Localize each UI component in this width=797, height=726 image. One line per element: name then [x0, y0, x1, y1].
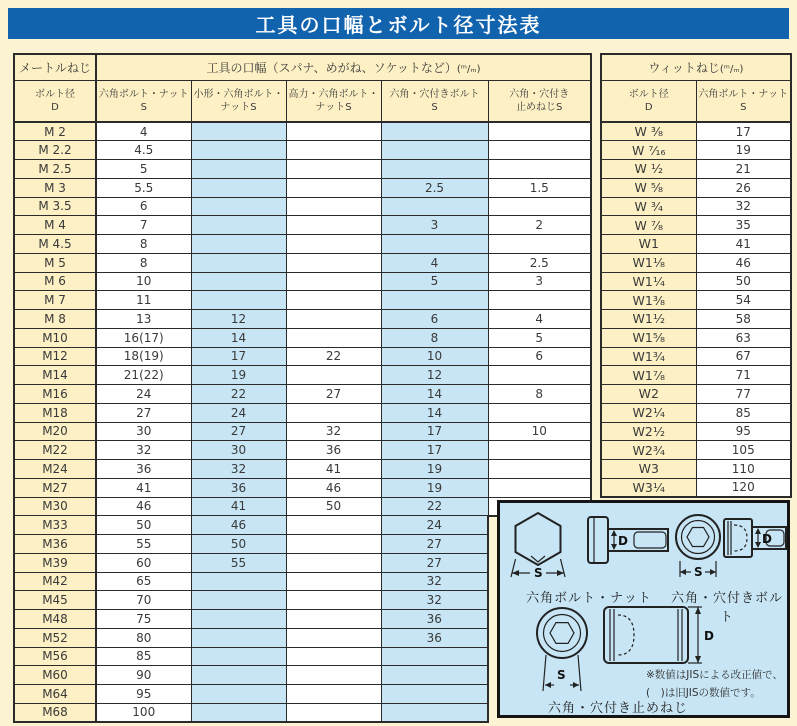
whitworth-row-cell: 26: [696, 178, 791, 197]
whitworth-row: [601, 366, 791, 385]
metric-row-cell: 32: [381, 591, 488, 610]
metric-row-cell: 24: [381, 516, 488, 535]
whitworth-row-cell: W ⁷⁄₁₆: [601, 141, 696, 160]
whitworth-row-cell: 54: [696, 291, 791, 310]
metric-unit: (ᵐ/ₘ): [456, 64, 481, 75]
metric-row-cell: [488, 441, 591, 460]
dim-s-label: S: [534, 566, 543, 580]
whitworth-row-cell: 85: [696, 403, 791, 422]
metric-row: [14, 328, 591, 347]
metric-row-cell: M24: [14, 460, 96, 479]
metric-row-cell: 2: [488, 216, 591, 235]
metric-row-cell: [488, 197, 591, 216]
whitworth-row-cell: W1¹⁄₂: [601, 310, 696, 329]
metric-row-cell: 24: [191, 403, 286, 422]
metric-row-cell: 14: [381, 385, 488, 404]
metric-row-cell: M20: [14, 422, 96, 441]
metric-row-cell: 32: [286, 422, 381, 441]
whitworth-row: [601, 160, 791, 179]
metric-row-cell: [381, 197, 488, 216]
whitworth-row-cell: 17: [696, 122, 791, 141]
metric-row-cell: 27: [191, 422, 286, 441]
whitworth-col-header-d: ボルト径 D: [601, 81, 696, 123]
metric-row: [14, 272, 591, 291]
metric-span-header: [96, 54, 591, 81]
metric-row-cell: 50: [286, 497, 381, 516]
metric-col-header-highstrength: 高力・六角ボルト・ ナットS: [286, 81, 381, 123]
whitworth-row-cell: 110: [696, 460, 791, 479]
metric-row-cell: M 2.5: [14, 160, 96, 179]
metric-row-cell: [286, 272, 381, 291]
metric-row-cell: 19: [381, 460, 488, 479]
whitworth-row: [601, 253, 791, 272]
metric-row-cell: 17: [381, 422, 488, 441]
metric-row: [14, 347, 591, 366]
metric-col-header-setscrew: 六角・穴付き 止めねじS: [488, 81, 591, 123]
whitworth-row: [601, 328, 791, 347]
metric-row-cell: 100: [96, 703, 191, 722]
metric-col-header-d: ボルト径 D: [14, 81, 96, 123]
metric-row-cell: [286, 703, 381, 722]
whitworth-row-cell: W ³⁄₈: [601, 122, 696, 141]
whitworth-header-row-1: [601, 54, 791, 81]
metric-row-cell: M18: [14, 403, 96, 422]
whitworth-row: [601, 235, 791, 254]
metric-row-cell: 10: [96, 272, 191, 291]
whitworth-row-cell: W3: [601, 460, 696, 479]
metric-row-cell: [191, 253, 286, 272]
metric-row-cell: M45: [14, 591, 96, 610]
whitworth-header: [601, 54, 791, 81]
whitworth-row-cell: 120: [696, 478, 791, 497]
metric-row-cell: M 5: [14, 253, 96, 272]
metric-row-cell: 3: [488, 272, 591, 291]
metric-row: [14, 216, 591, 235]
whitworth-row: [601, 478, 791, 497]
metric-row-cell: [381, 647, 488, 666]
whitworth-row-cell: W2¹⁄₄: [601, 403, 696, 422]
metric-row-cell: [286, 535, 381, 554]
whitworth-row-cell: 50: [696, 272, 791, 291]
metric-row-cell: 50: [96, 516, 191, 535]
metric-row-cell: M14: [14, 366, 96, 385]
metric-row-cell: [191, 666, 286, 685]
metric-row-cell: 22: [191, 385, 286, 404]
metric-row-cell: [286, 685, 381, 704]
metric-row: [14, 178, 591, 197]
metric-row-cell: 27: [96, 403, 191, 422]
whitworth-row: [601, 272, 791, 291]
metric-row-cell: 41: [96, 478, 191, 497]
metric-row-cell: [286, 647, 381, 666]
metric-row: [14, 441, 591, 460]
whitworth-row-cell: 19: [696, 141, 791, 160]
whitworth-row-cell: W1: [601, 235, 696, 254]
whitworth-row-cell: 95: [696, 422, 791, 441]
metric-row-cell: 21(22): [96, 366, 191, 385]
metric-row-cell: [286, 572, 381, 591]
metric-row-cell: M 4.5: [14, 235, 96, 254]
metric-row-cell: 12: [191, 310, 286, 329]
whitworth-row-cell: 46: [696, 253, 791, 272]
metric-row-cell: 90: [96, 666, 191, 685]
metric-row-cell: M60: [14, 666, 96, 685]
whitworth-row-cell: W ⁷⁄₈: [601, 216, 696, 235]
metric-row-cell: 19: [191, 366, 286, 385]
metric-row-cell: 13: [96, 310, 191, 329]
metric-row-cell: 8: [96, 253, 191, 272]
whitworth-row-cell: 58: [696, 310, 791, 329]
metric-row-cell: [488, 160, 591, 179]
metric-row-cell: [286, 291, 381, 310]
metric-col-header-small-hexbolt: 小形・六角ボルト・ ナットS: [191, 81, 286, 123]
metric-row-cell: [381, 160, 488, 179]
metric-row-cell: [286, 160, 381, 179]
metric-row-cell: 4.5: [96, 141, 191, 160]
whitworth-row: [601, 385, 791, 404]
whitworth-unit: (ᵐ/ₘ): [719, 64, 744, 75]
whitworth-row-cell: W2¹⁄₂: [601, 422, 696, 441]
whitworth-row-cell: 77: [696, 385, 791, 404]
metric-row-cell: 32: [381, 572, 488, 591]
whitworth-row: [601, 403, 791, 422]
metric-row-cell: 3: [381, 216, 488, 235]
whitworth-row-cell: 35: [696, 216, 791, 235]
metric-row-cell: 75: [96, 610, 191, 629]
metric-row-cell: 22: [381, 497, 488, 516]
metric-row-cell: M 4: [14, 216, 96, 235]
whitworth-row-cell: W2³⁄₄: [601, 441, 696, 460]
metric-row: [14, 460, 591, 479]
metric-row-cell: 36: [96, 460, 191, 479]
whitworth-thread-table: [600, 53, 792, 498]
page-title: 工具の口幅とボルト径寸法表: [8, 8, 789, 39]
metric-row-cell: 2.5: [381, 178, 488, 197]
metric-row-cell: [191, 160, 286, 179]
metric-row-cell: 41: [191, 497, 286, 516]
metric-row-cell: 27: [286, 385, 381, 404]
metric-row-cell: [191, 685, 286, 704]
metric-row-cell: M 6: [14, 272, 96, 291]
metric-row-cell: [381, 122, 488, 141]
metric-row-cell: M39: [14, 553, 96, 572]
metric-row-cell: [488, 366, 591, 385]
whitworth-row-cell: W1³⁄₈: [601, 291, 696, 310]
metric-row-cell: [286, 122, 381, 141]
metric-row-cell: M 3: [14, 178, 96, 197]
dim-s-label: S: [557, 668, 566, 682]
metric-col-header-socketbolt: 六角・穴付きボルト S: [381, 81, 488, 123]
metric-row-cell: [191, 122, 286, 141]
metric-row-cell: [488, 460, 591, 479]
metric-row-cell: 50: [191, 535, 286, 554]
metric-row-cell: 27: [381, 535, 488, 554]
metric-row: [14, 291, 591, 310]
metric-row-cell: 36: [381, 628, 488, 647]
metric-row-cell: 36: [381, 610, 488, 629]
metric-row-cell: 11: [96, 291, 191, 310]
metric-row-cell: 85: [96, 647, 191, 666]
metric-col-header-hexbolt: 六角ボルト・ナット S: [96, 81, 191, 123]
metric-row-cell: M56: [14, 647, 96, 666]
metric-row-cell: 6: [96, 197, 191, 216]
metric-row-cell: 5: [96, 160, 191, 179]
metric-row-cell: [286, 366, 381, 385]
metric-row-cell: 2.5: [488, 253, 591, 272]
whitworth-row: [601, 216, 791, 235]
metric-row-cell: 46: [286, 478, 381, 497]
whitworth-row: [601, 122, 791, 141]
metric-row-cell: [191, 291, 286, 310]
metric-row-cell: [381, 666, 488, 685]
metric-row-cell: [191, 272, 286, 291]
dim-d-label: D: [704, 629, 714, 643]
metric-row-cell: 32: [96, 441, 191, 460]
metric-row: [14, 235, 591, 254]
whitworth-row-cell: W1³⁄₄: [601, 347, 696, 366]
metric-row-cell: [191, 572, 286, 591]
whitworth-row-cell: 67: [696, 347, 791, 366]
metric-row-cell: [286, 253, 381, 272]
metric-row-cell: M12: [14, 347, 96, 366]
metric-row-cell: 4: [96, 122, 191, 141]
metric-row: [14, 122, 591, 141]
whitworth-row-cell: W1⁷⁄₈: [601, 366, 696, 385]
metric-row-cell: 8: [96, 235, 191, 254]
whitworth-row: [601, 178, 791, 197]
whitworth-row-cell: W1⁵⁄₈: [601, 328, 696, 347]
metric-header-row-2: [14, 81, 591, 123]
metric-row-cell: 46: [96, 497, 191, 516]
metric-group-label: メートルねじ: [14, 54, 96, 81]
metric-row-cell: M 7: [14, 291, 96, 310]
metric-row-cell: 17: [381, 441, 488, 460]
metric-row-cell: [286, 235, 381, 254]
whitworth-row: [601, 422, 791, 441]
metric-row-cell: 36: [191, 478, 286, 497]
whitworth-header-row-2: [601, 81, 791, 123]
metric-row-cell: 32: [191, 460, 286, 479]
metric-row: [14, 141, 591, 160]
metric-row-cell: 16(17): [96, 328, 191, 347]
metric-row-cell: [286, 610, 381, 629]
socket-bolt-label: 六角・穴付きボルト: [670, 591, 783, 625]
metric-row-cell: [191, 216, 286, 235]
jis-note: [646, 667, 786, 703]
metric-row-cell: [191, 610, 286, 629]
whitworth-row: [601, 460, 791, 479]
metric-row-cell: M 2: [14, 122, 96, 141]
metric-row-cell: [381, 291, 488, 310]
metric-row-cell: M 8: [14, 310, 96, 329]
metric-row-cell: [488, 235, 591, 254]
metric-row-cell: 5.5: [96, 178, 191, 197]
whitworth-row: [601, 347, 791, 366]
metric-row-cell: [286, 553, 381, 572]
metric-row-cell: [286, 141, 381, 160]
metric-row-cell: M 2.2: [14, 141, 96, 160]
metric-row-cell: 36: [286, 441, 381, 460]
whitworth-row-cell: 21: [696, 160, 791, 179]
metric-row-cell: [286, 516, 381, 535]
metric-row-cell: [191, 647, 286, 666]
metric-row: [14, 197, 591, 216]
metric-row-cell: [286, 178, 381, 197]
metric-row-cell: 6: [488, 347, 591, 366]
dim-d-label: D: [618, 534, 628, 548]
dim-s-label: S: [694, 565, 703, 579]
whitworth-row-cell: 63: [696, 328, 791, 347]
metric-row-cell: [381, 141, 488, 160]
metric-row: [14, 385, 591, 404]
metric-row-cell: M33: [14, 516, 96, 535]
metric-row-cell: 14: [191, 328, 286, 347]
metric-row-cell: 10: [381, 347, 488, 366]
metric-row-cell: 1.5: [488, 178, 591, 197]
metric-row-cell: [191, 591, 286, 610]
metric-span-header-text: 工具の口幅（スパナ、めがね、ソケットなど）: [206, 61, 457, 75]
metric-row: [14, 253, 591, 272]
metric-header-row-1: [14, 54, 591, 81]
whitworth-row: [601, 291, 791, 310]
jis-note-line1: ※数値はJISによる改正値で、: [646, 669, 783, 681]
metric-row-cell: 8: [488, 385, 591, 404]
whitworth-row-cell: W ¹⁄₂: [601, 160, 696, 179]
metric-row-cell: [488, 141, 591, 160]
whitworth-row-cell: W1¹⁄₄: [601, 272, 696, 291]
metric-row-cell: 12: [381, 366, 488, 385]
metric-row: [14, 310, 591, 329]
whitworth-col-header-s: 六角ボルト・ナット S: [696, 81, 791, 123]
metric-row-cell: [488, 478, 591, 497]
metric-row-cell: M42: [14, 572, 96, 591]
metric-row-cell: 4: [488, 310, 591, 329]
metric-row-cell: 27: [381, 553, 488, 572]
whitworth-row-cell: 105: [696, 441, 791, 460]
metric-row-cell: M30: [14, 497, 96, 516]
metric-row-cell: M68: [14, 703, 96, 722]
metric-row-cell: [191, 628, 286, 647]
metric-row-cell: 60: [96, 553, 191, 572]
metric-row-cell: [286, 591, 381, 610]
metric-row-cell: 10: [488, 422, 591, 441]
whitworth-row-cell: W ⁵⁄₈: [601, 178, 696, 197]
whitworth-row-cell: 71: [696, 366, 791, 385]
whitworth-row-cell: W1¹⁄₈: [601, 253, 696, 272]
whitworth-row: [601, 141, 791, 160]
metric-row-cell: M48: [14, 610, 96, 629]
metric-row-cell: 95: [96, 685, 191, 704]
metric-row-cell: [286, 328, 381, 347]
metric-row-cell: 4: [381, 253, 488, 272]
metric-row-cell: 6: [381, 310, 488, 329]
metric-row-cell: 14: [381, 403, 488, 422]
metric-row-cell: 18(19): [96, 347, 191, 366]
metric-row: [14, 403, 591, 422]
hex-bolt-label: 六角ボルト・ナット: [526, 591, 652, 606]
whitworth-row: [601, 197, 791, 216]
whitworth-row-cell: 41: [696, 235, 791, 254]
whitworth-row-cell: W3¹⁄₄: [601, 478, 696, 497]
metric-row-cell: [286, 197, 381, 216]
metric-row-cell: 22: [286, 347, 381, 366]
metric-row-cell: [381, 685, 488, 704]
metric-row-cell: M36: [14, 535, 96, 554]
whitworth-row-cell: W2: [601, 385, 696, 404]
metric-row-cell: M22: [14, 441, 96, 460]
dim-d-label: D: [762, 532, 772, 546]
metric-row-cell: M 3.5: [14, 197, 96, 216]
metric-row-cell: 8: [381, 328, 488, 347]
metric-row-cell: [286, 403, 381, 422]
bolt-diagram-box: [497, 500, 790, 718]
metric-row-cell: [381, 703, 488, 722]
metric-row-cell: 80: [96, 628, 191, 647]
metric-row: [14, 366, 591, 385]
metric-row-cell: [286, 310, 381, 329]
metric-row-cell: [488, 403, 591, 422]
metric-row-cell: M16: [14, 385, 96, 404]
whitworth-header-text: ウィットねじ: [648, 61, 720, 75]
whitworth-row: [601, 441, 791, 460]
metric-row-cell: [488, 122, 591, 141]
metric-row: [14, 478, 591, 497]
metric-row-cell: [191, 141, 286, 160]
metric-row-cell: 24: [96, 385, 191, 404]
metric-row-cell: M64: [14, 685, 96, 704]
metric-row-cell: [488, 291, 591, 310]
whitworth-row-cell: 32: [696, 197, 791, 216]
socket-bolt-diagram: [672, 509, 788, 587]
metric-row-cell: 70: [96, 591, 191, 610]
whitworth-row-cell: W ³⁄₄: [601, 197, 696, 216]
metric-row-cell: 46: [191, 516, 286, 535]
metric-row-cell: M27: [14, 478, 96, 497]
metric-row-cell: 5: [381, 272, 488, 291]
metric-row-cell: 17: [191, 347, 286, 366]
jis-note-line2: ( )は旧JISの数値です。: [646, 686, 761, 699]
metric-row-cell: [191, 178, 286, 197]
metric-row-cell: M10: [14, 328, 96, 347]
hex-bolt-diagram: [508, 509, 676, 587]
metric-row-cell: 5: [488, 328, 591, 347]
metric-row-cell: M52: [14, 628, 96, 647]
metric-row-cell: [191, 703, 286, 722]
metric-row-cell: [381, 235, 488, 254]
metric-row-cell: 55: [96, 535, 191, 554]
whitworth-row: [601, 310, 791, 329]
metric-row-cell: [286, 666, 381, 685]
metric-row-cell: [286, 628, 381, 647]
metric-row-cell: 55: [191, 553, 286, 572]
set-screw-label: 六角・穴付き止めねじ: [547, 701, 688, 716]
metric-row-cell: 19: [381, 478, 488, 497]
metric-row-cell: 30: [96, 422, 191, 441]
metric-row: [14, 422, 591, 441]
metric-row-cell: [191, 235, 286, 254]
metric-row-cell: 41: [286, 460, 381, 479]
metric-row-cell: 30: [191, 441, 286, 460]
metric-row-cell: [286, 216, 381, 235]
metric-row: [14, 160, 591, 179]
metric-row-cell: 7: [96, 216, 191, 235]
metric-row-cell: 65: [96, 572, 191, 591]
metric-row-cell: [191, 197, 286, 216]
